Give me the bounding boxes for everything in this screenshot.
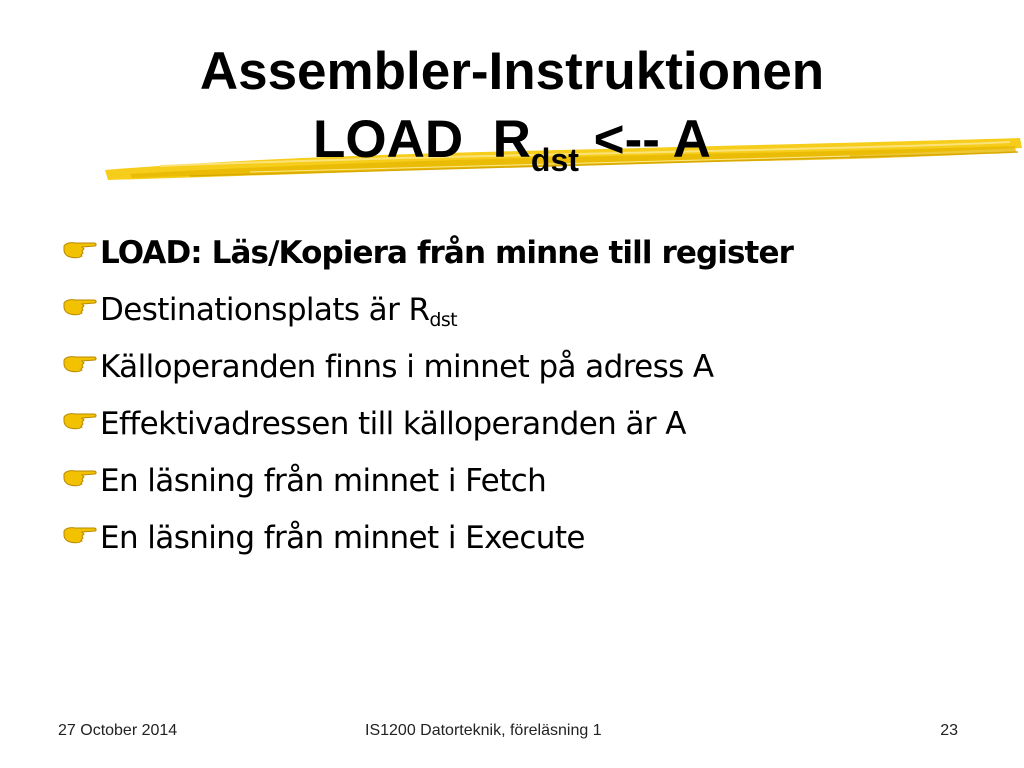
pointing-hand-icon	[62, 465, 98, 487]
pointing-hand-icon	[62, 408, 98, 430]
pointing-hand-icon	[62, 237, 98, 259]
footer-page-number: 23	[940, 722, 958, 739]
bullet-item	[62, 456, 793, 513]
pointing-hand-icon	[62, 351, 98, 373]
bullet-item	[62, 513, 793, 570]
bullet-text: Källoperanden finns i minnet på adress A	[100, 349, 714, 385]
footer-course: IS1200 Datorteknik, föreläsning 1	[365, 722, 602, 739]
slide-title-line1: Assembler-Instruktionen	[199, 42, 825, 101]
title-load-r: LOAD R	[313, 110, 531, 169]
bullet-item	[62, 342, 793, 399]
bullet-item	[62, 399, 793, 456]
title-subscript-dst: dst	[530, 142, 579, 178]
footer-date: 27 October 2014	[58, 722, 178, 739]
bullet-item	[62, 285, 793, 342]
bullet-text: En läsning från minnet i Fetch	[100, 463, 547, 499]
bullet-text: Effektivadressen till källoperanden är A	[100, 406, 686, 442]
bullet-item	[62, 228, 793, 285]
bullet-text: Destinationsplats är R	[100, 292, 430, 328]
bullet-text: LOAD: Läs/Kopiera från minne till register	[100, 235, 793, 271]
pointing-hand-icon	[62, 294, 98, 316]
title-arrow-a: <-- A	[578, 110, 711, 169]
pointing-hand-icon	[62, 522, 98, 544]
bullet-list	[62, 228, 793, 570]
bullet-text: En läsning från minnet i Execute	[100, 520, 585, 556]
slide-title-line2	[0, 110, 1024, 176]
bullet-subscript-dst: dst	[429, 309, 458, 331]
